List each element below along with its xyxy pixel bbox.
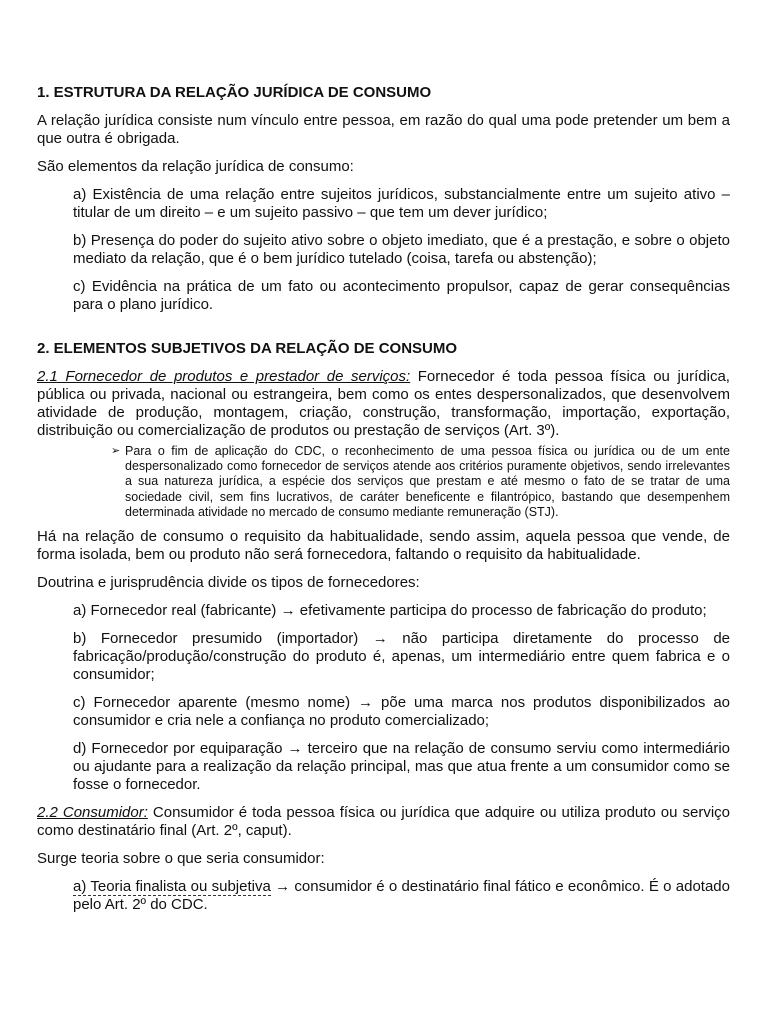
note-block bbox=[111, 444, 730, 520]
subsection-text: Consumidor é toda pessoa física ou jurídica que adquire ou utiliza produto ou serviço como destinatário final (Art. 2º, caput). bbox=[37, 804, 730, 840]
paragraph: São elementos da relação jurídica de consumo: bbox=[37, 158, 354, 175]
subsection-title: 2.2 Consumidor: bbox=[37, 804, 148, 822]
theory-title: a) Teoria finalista ou subjetiva bbox=[73, 878, 271, 896]
list-item: b) Fornecedor presumido (importador) → não participa diretamente do processo de fabricação/produção/construção do produto é, apenas, um intermediário entre quem fabrica e o consumidor; bbox=[73, 630, 730, 684]
theory-text: → consumidor é o destinatário final fático e econômico. É o adotado pelo Art. 2º do CDC. bbox=[73, 878, 730, 914]
list-item: c) Fornecedor aparente (mesmo nome) → põe uma marca nos produtos disponibilizados ao consumidor e cria nele a confiança no produto comercializado; bbox=[73, 694, 730, 730]
arrow-bullet-icon: ➢ bbox=[111, 445, 121, 457]
paragraph bbox=[37, 368, 730, 440]
paragraph: Surge teoria sobre o que seria consumidor: bbox=[37, 850, 325, 868]
subsection-text: Fornecedor é toda pessoa física ou jurídica, pública ou privada, nacional ou estrangeira, bem como os entes despersonalizados, que desenvolvem atividade de produção, montagem, criação, construção, transformação, importação, exportação, distribuição ou comercialização de produtos ou prestação de serviços (Art. 3º). bbox=[37, 368, 730, 439]
list-item bbox=[73, 878, 730, 914]
paragraph: Há na relação de consumo o requisito da habitualidade, sendo assim, aquela pessoa que vende, de forma isolada, bem ou produto não será fornecedora, faltando o requisito da habitualidade. bbox=[37, 528, 730, 564]
section-2-heading: 2. ELEMENTOS SUBJETIVOS DA RELAÇÃO DE CONSUMO bbox=[37, 340, 458, 357]
paragraph: A relação jurídica consiste num vínculo entre pessoa, em razão do qual uma pode pretender um bem a que outra é obrigada. bbox=[37, 112, 730, 147]
paragraph: Doutrina e jurisprudência divide os tipos de fornecedores: bbox=[37, 574, 420, 592]
note-text: Para o fim de aplicação do CDC, o reconhecimento de uma pessoa física ou jurídica ou de um ente despersonalizado como fornecedor de serviços atende aos critérios puramente objetivos, sendo irrelevantes a sua natureza jurídica, a espécie dos serviços que prestam e até mesmo o fato de se tratar de uma sociedade civil, sem fins lucrativos, de caráter beneficente e filantrópico, bastando que desempenhem determinada atividade no mercado de consumo mediante remuneração (STJ). bbox=[125, 444, 730, 519]
list-item: a) Fornecedor real (fabricante) → efetivamente participa do processo de fabricação do produto; bbox=[73, 602, 707, 620]
list-item: c) Evidência na prática de um fato ou acontecimento propulsor, capaz de gerar consequências para o plano jurídico. bbox=[73, 278, 730, 313]
paragraph bbox=[37, 804, 730, 840]
section-1-heading: 1. ESTRUTURA DA RELAÇÃO JURÍDICA DE CONSUMO bbox=[37, 84, 432, 101]
list-item: d) Fornecedor por equiparação → terceiro que na relação de consumo serviu como intermediário ou ajudante para a realização da relação principal, mas que atua frente a um consumidor como se fosse o fornecedor. bbox=[73, 740, 730, 794]
list-item: b) Presença do poder do sujeito ativo sobre o objeto imediato, que é a prestação, e sobre o objeto mediato da relação, que é o bem jurídico tutelado (coisa, tarefa ou abstenção); bbox=[73, 232, 730, 267]
subsection-title: 2.1 Fornecedor de produtos e prestador de serviços: bbox=[37, 368, 411, 385]
list-item: a) Existência de uma relação entre sujeitos jurídicos, substancialmente entre um sujeito ativo – titular de um direito – e um sujeito passivo – que tem um dever jurídico; bbox=[73, 186, 730, 221]
